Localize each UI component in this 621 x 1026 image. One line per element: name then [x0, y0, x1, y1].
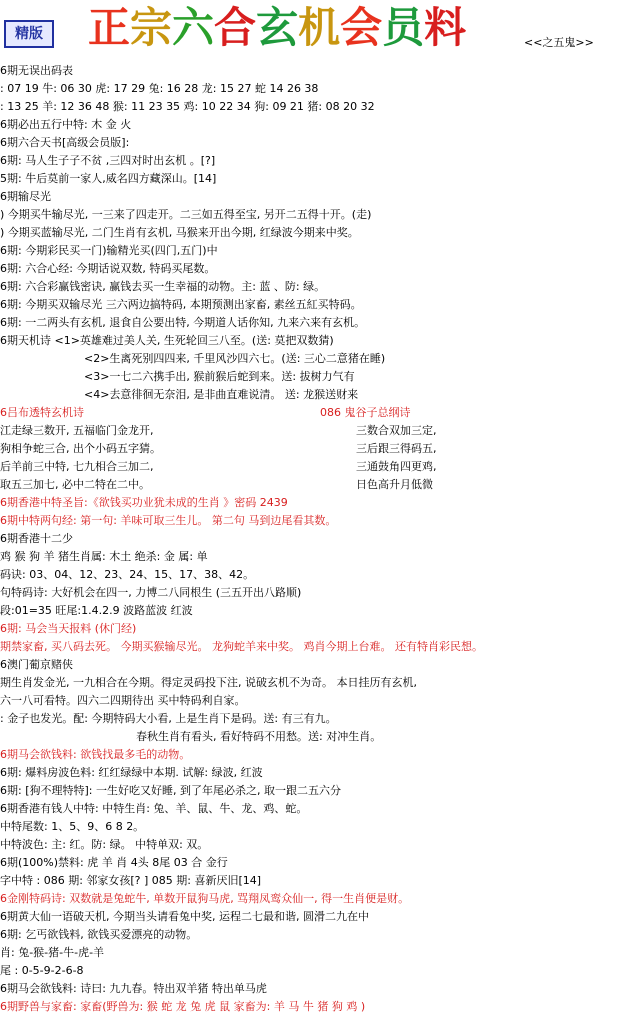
text-line: 6期输尽光: [0, 190, 51, 203]
text-line: 6期天机诗 <1>英雄难过美人关, 生死轮回三八至。(送: 莫把双数猜): [0, 334, 334, 347]
text-line: 段:01=35 旺尾:1.4.2.9 波路蓝波 红波: [0, 604, 193, 617]
text-line: 6期: 一二两头有玄机, 退食自公要出特, 今期道人话你知, 九来六来有玄机。: [0, 316, 366, 329]
poem-line: 三通鼓角四更鸡,: [356, 460, 437, 473]
text-line: ) 今期买牛输尽光, 一三来了四走开。二三如五得至宝, 另开二五得十开。(走): [0, 208, 372, 221]
text-line: 6期: 乞丐欲钱料, 欲钱买爱漂亮的动物。: [0, 928, 198, 941]
title-char: 正: [88, 3, 131, 52]
poem-line: 日色高升月低微: [356, 478, 433, 491]
text-line: 6期香港十二少: [0, 532, 73, 545]
title-char: 料: [424, 3, 467, 52]
text-line: 6期: 马会当天报料 (休门经): [0, 622, 137, 635]
text-line: : 07 19 牛: 06 30 虎: 17 29 兔: 16 28 龙: 15 27 蛇 14 26 38: [0, 82, 319, 95]
text-line: 尾 : 0-5-9-2-6-8: [0, 964, 84, 977]
poem-line: 取五三加七, 必中二特在二中。: [0, 478, 150, 491]
text-line: 6期: 今期彩民买一门)输精光买(四门,五门)中: [0, 244, 218, 257]
text-line: 6期: 六合心经: 今期话说双数, 特码买尾数。: [0, 262, 216, 275]
text-line: : 13 25 羊: 12 36 48 猴: 11 23 35 鸡: 10 22 34 狗: 09 21 猪: 08 20 32: [0, 100, 375, 113]
text-line: 6期野兽与家畜: 家畜(野兽为: 猴 蛇 龙 兔 虎 鼠 家畜为: 羊 马 牛 猪 狗 鸡 ): [0, 1000, 366, 1013]
text-line: 6金刚特码诗: 双数就是兔蛇牛, 单数开鼠狗马虎, 骂翔凤鸾众仙一, 得一生肖便是财。: [0, 892, 410, 905]
text-line: 期生肖发金光, 一九相合在今期。得定灵码投下注, 说破玄机不为奇。 本日挂历有玄机,: [0, 676, 417, 689]
poem-line: 后羊前三中特, 七九相合三加二,: [0, 460, 154, 473]
text-line: 5期: 牛后莫前一家人,威名四方藏深山。[14]: [0, 172, 217, 185]
subtitle-tag: <<之五鬼>>: [524, 36, 594, 49]
text-line: 6期: 爆料房波色料: 红红绿绿中本期. 试解: 绿波, 红波: [0, 766, 263, 779]
text-line: 春秋生肖有看头, 看好特码不用愁。送: 对冲生肖。: [136, 730, 382, 743]
text-line: 6期马会欲钱料: 诗曰: 九九春。特出双羊猪 特出单马虎: [0, 982, 267, 995]
text-line: 6期: 今期买双输尽光 三六两边搞特码, 本期预测出家畜, 素丝五紅买特码。: [0, 298, 362, 311]
text-line: 中特波色: 主: 红。防: 绿。 中特单双: 双。: [0, 838, 209, 851]
text-line: 6期黄大仙一语破天机, 今期当头请看兔中奖, 运程二七最和谐, 圆滑二九在中: [0, 910, 369, 923]
title-char: 六: [172, 3, 215, 52]
text-line: 肖: 兔-猴-猪-牛-虎-羊: [0, 946, 105, 959]
title-char: 机: [298, 3, 341, 52]
text-line: 6期: 六合彩赢钱密诀, 赢钱去买一生幸福的动物。主: 蓝 、防: 绿。: [0, 280, 326, 293]
poem-line: 江走绿三数开, 五福临门金龙开,: [0, 424, 154, 437]
text-line: 码诀: 03、04、12、23、24、15、17、38、42。: [0, 568, 255, 581]
poem-line: 三后跟三得码五,: [356, 442, 437, 455]
text-line: <2>生离死别四四来, 千里风沙四六七。(送: 三心二意猪在睡): [84, 352, 386, 365]
text-line: 六一八可看特。四六二四期待出 买中特码利自家。: [0, 694, 246, 707]
text-line: 6期六合天书[高级会员版]:: [0, 136, 130, 149]
title-char: 合: [214, 3, 257, 52]
title-char: 玄: [256, 3, 299, 52]
text-line: 6期香港中特圣旨:《欲钱买功业犹未成的生肖 》密码 2439: [0, 496, 288, 509]
title-char: 员: [382, 3, 425, 52]
text-line: 句特码诗: 大好机会在四一, 力博二八同根生 (三五开出八路顺): [0, 586, 302, 599]
page-title: [88, 4, 466, 52]
text-line: <3>一七二六携手出, 猴前猴后蛇到来。送: 拔树力气有: [84, 370, 355, 383]
text-line: 6澳门葡京赌侠: [0, 658, 73, 671]
poem-line: 086 鬼谷子总纲诗: [320, 406, 411, 419]
text-line: 6期: [狗不理特特]: 一生好吃又好睡, 到了年尾必杀之, 取一跟二五六分: [0, 784, 341, 797]
text-line: 6期(100%)禁料: 虎 羊 肖 4头 8尾 03 合 金行: [0, 856, 228, 869]
title-char: 宗: [130, 3, 173, 52]
text-line: 字中特 : 086 期: 邻家女孩[? ] 085 期: 喜新厌旧[14]: [0, 874, 262, 887]
text-line: <4>去意徘徊无奈泪, 是非曲直难说清。 送: 龙猴送财来: [84, 388, 359, 401]
poem-line: 6吕布透特玄机诗: [0, 406, 84, 419]
poem-line: 三数合双加三定,: [356, 424, 437, 437]
text-line: 6期: 马人生子子不贫 ,三四对时出玄机 。[?]: [0, 154, 216, 167]
text-line: 6期香港有钱人中特: 中特生肖: 兔、羊、鼠、牛、龙、鸡、蛇。: [0, 802, 308, 815]
text-line: ) 今期买蓝输尽光, 二门生肖有玄机, 马猴来开出今期, 红绿波今期来中奖。: [0, 226, 359, 239]
edition-badge: 精版: [4, 20, 54, 48]
text-line: 6期无误出码表: [0, 64, 73, 77]
text-line: 6期中特两句经: 第一句: 羊味可取三生儿。 第二句 马到边尾看其数。: [0, 514, 337, 527]
title-char: 会: [340, 3, 383, 52]
text-line: 鸡 猴 狗 羊 猪生肖属: 木土 绝杀: 金 属: 单: [0, 550, 208, 563]
text-line: 期禁家畜, 买八码去死。 今期买猴输尽光。 龙狗蛇羊来中奖。 鸡肖今期上台难。 还有特肖彩民想。: [0, 640, 483, 653]
text-line: : 金子也发光。配: 今期特码大小看, 上是生肖下是码。送: 有三有九。: [0, 712, 337, 725]
poem-line: 狗相争蛇三合, 出个小码五字猜。: [0, 442, 161, 455]
text-line: 6期必出五行中特: 木 金 火: [0, 118, 132, 131]
text-line: 6期马会欲钱料: 欲钱找最多毛的动物。: [0, 748, 191, 761]
text-line: 中特尾数: 1、5、9、6 8 2。: [0, 820, 145, 833]
